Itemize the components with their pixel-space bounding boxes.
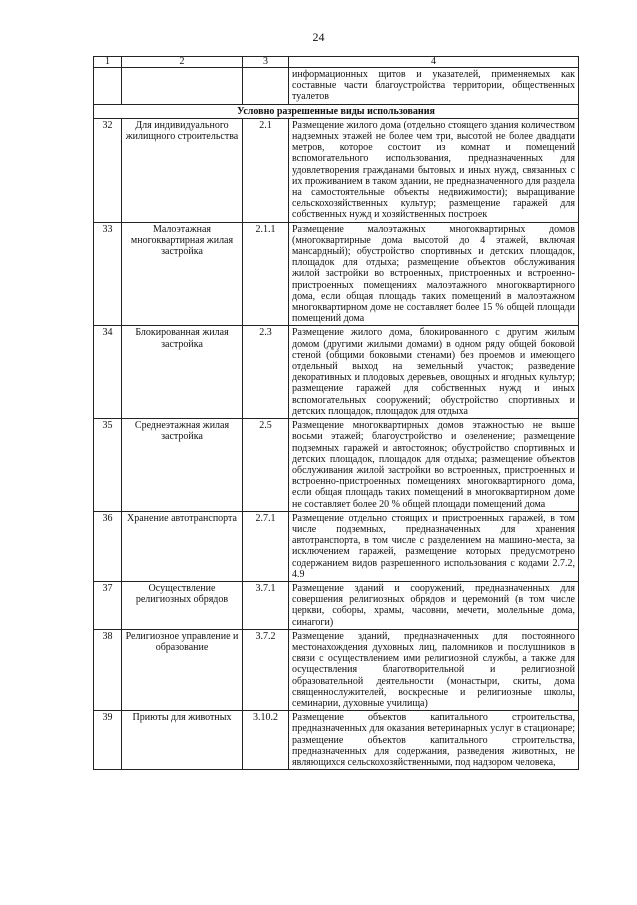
use-type-code: 3.10.2 <box>243 711 289 770</box>
use-type-description: Размещение объектов капитального строительства, предназначенных для оказания ветеринарных услуг в стационаре; размещение объектов капитального строительства, предназначенных для содержания, разведения животных, не являющихся сельскохозяйственными, под надзором человека, <box>289 711 579 770</box>
use-type-description: Размещение жилого дома (отдельно стоящего здания количеством надземных этажей не более чем три, высотой не более двадцати метров, которое состоит из комнат и помещений вспомогательного использования, предназначенных для удовлетворения гражданами бытовых и иных нужд, связанных с их проживанием в таком здании, не предназначенного для раздела на самостоятельные объекты недвижимости); выращивание сельскохозяйственных культур; размещение гаражей для собственных нужд и хозяйственных построек <box>289 118 579 222</box>
continuation-text: информационных щитов и указателей, применяемых как составные части благоустройства территории, общественных туалетов <box>289 68 579 105</box>
land-use-table <box>93 56 579 770</box>
section-row <box>94 104 579 118</box>
row-number: 37 <box>94 581 122 629</box>
use-type-code: 3.7.2 <box>243 629 289 710</box>
table-row <box>94 419 579 512</box>
use-type-code: 3.7.1 <box>243 581 289 629</box>
use-type-code: 2.1 <box>243 118 289 222</box>
table-row <box>94 222 579 326</box>
row-number: 33 <box>94 222 122 326</box>
empty-cell <box>94 68 122 105</box>
use-type-description: Размещение жилого дома, блокированного с другим жилым домом (другими жилыми домами) в одном ряду общей боковой стеной (общими боковыми стенами) без проемов и имеющего отдельный выход на земельный участок; разведение декоративных и плодовых деревьев, овощных и ягодных культур; размещение гаражей для собственных нужд и иных вспомогательных сооружений; обустройство спортивных и детских площадок, площадок для отдыха <box>289 326 579 419</box>
use-type-description: Размещение малоэтажных многоквартирных домов (многоквартирные дома высотой до 4 этажей, включая мансардный); обустройство спортивных и детских площадок, площадок для отдыха; размещение объектов обслуживания жилой застройки во встроенных, пристроенных и встроенно-пристроенных помещениях малоэтажного многоквартирного дома, если общая площадь таких помещений в малоэтажном многоквартирном доме не составляет более 15 % общей площади помещений дома <box>289 222 579 326</box>
use-type-code: 2.3 <box>243 326 289 419</box>
table-row <box>94 511 579 581</box>
row-number: 34 <box>94 326 122 419</box>
empty-cell <box>243 68 289 105</box>
use-type-description: Размещение отдельно стоящих и пристроенных гаражей, в том числе подземных, предназначенных для хранения автотранспорта, в том числе с разделением на машино-места, за исключением гаражей, размещение которых предусмотрено содержанием видов разрешенного использования с кодами 2.7.2, 4.9 <box>289 511 579 581</box>
header-cell: 2 <box>122 57 243 68</box>
use-type-name: Религиозное управление и образование <box>122 629 243 710</box>
use-type-description: Размещение многоквартирных домов этажностью не выше восьми этажей; благоустройство и озеленение; размещение подземных гаражей и автостоянок; обустройство спортивных и детских площадок, площадок для отдыха; размещение объектов обслуживания жилой застройки во встроенных, пристроенных и встроенно-пристроенных помещениях многоквартирного дома, если общая площадь таких помещений в многоквартирном доме не составляет более 20 % общей площади помещений дома <box>289 419 579 512</box>
continuation-row <box>94 68 579 105</box>
use-type-name: Среднеэтажная жилая застройка <box>122 419 243 512</box>
use-type-code: 2.5 <box>243 419 289 512</box>
use-type-code: 2.7.1 <box>243 511 289 581</box>
empty-cell <box>122 68 243 105</box>
use-type-name: Приюты для животных <box>122 711 243 770</box>
header-cell: 3 <box>243 57 289 68</box>
row-number: 38 <box>94 629 122 710</box>
row-number: 35 <box>94 419 122 512</box>
use-type-code: 2.1.1 <box>243 222 289 326</box>
table-row <box>94 629 579 710</box>
row-number: 39 <box>94 711 122 770</box>
header-cell: 4 <box>289 57 579 68</box>
page-number: 24 <box>312 30 325 44</box>
use-type-name: Для индивидуального жилищного строительства <box>122 118 243 222</box>
use-type-name: Малоэтажная многоквартирная жилая застройка <box>122 222 243 326</box>
row-number: 36 <box>94 511 122 581</box>
table-row <box>94 581 579 629</box>
use-type-description: Размещение зданий и сооружений, предназначенных для совершения религиозных обрядов и церемоний (в том числе церкви, соборы, храмы, часовни, мечети, молельные дома, синагоги) <box>289 581 579 629</box>
table-row <box>94 326 579 419</box>
use-type-name: Хранение автотранспорта <box>122 511 243 581</box>
table-row <box>94 711 579 770</box>
use-type-description: Размещение зданий, предназначенных для постоянного местонахождения духовных лиц, паломников и послушников в связи с осуществлением ими религиозной службы, а также для осуществления благотворительной и религиозной образовательной деятельности (монастыри, скиты, дома священнослужителей, воскресные и религиозные школы, семинарии, духовные училища) <box>289 629 579 710</box>
use-type-name: Блокированная жилая застройка <box>122 326 243 419</box>
use-type-name: Осуществление религиозных обрядов <box>122 581 243 629</box>
section-title: Условно разрешенные виды использования <box>94 104 579 118</box>
header-cell: 1 <box>94 57 122 68</box>
table-header-row <box>94 57 579 68</box>
table-row <box>94 118 579 222</box>
row-number: 32 <box>94 118 122 222</box>
